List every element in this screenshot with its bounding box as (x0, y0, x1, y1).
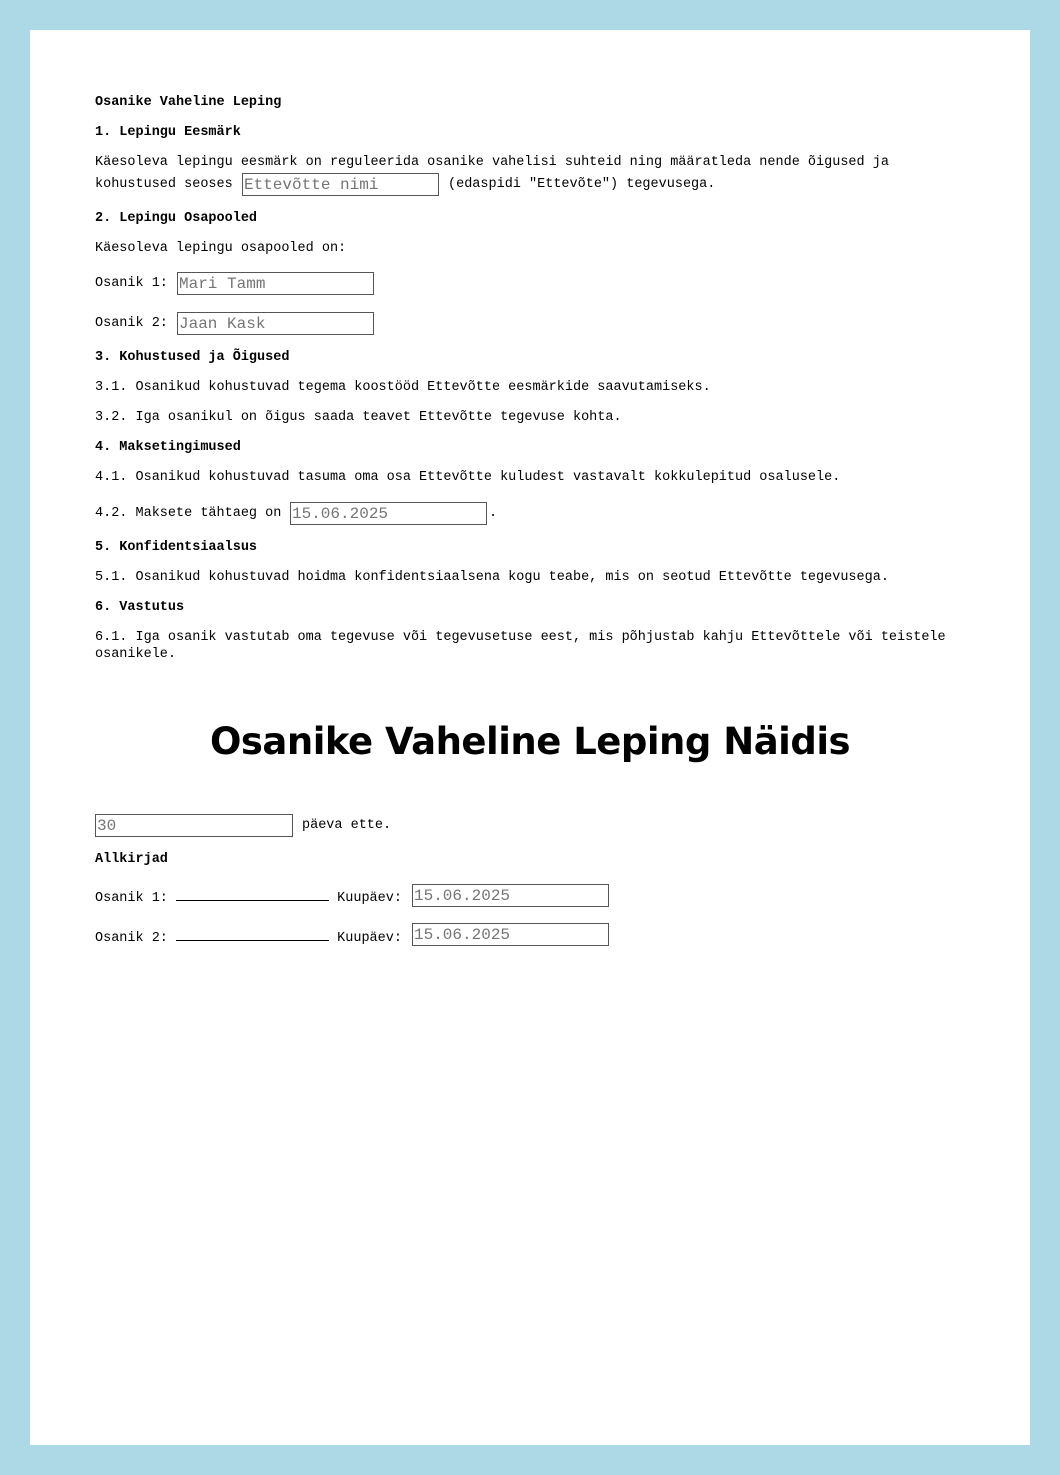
section-5-heading: 5. Konfidentsiaalsus (95, 540, 258, 555)
section-6-heading: 6. Vastutus (95, 600, 185, 615)
partner-1-name-field[interactable] (177, 272, 374, 295)
partner-1-label: Osanik 1: (95, 276, 168, 291)
signature-1-line[interactable] (176, 887, 329, 901)
section-6-paragraph-1-line1: 6.1. Iga osanik vastutab oma tegevuse või tegevusetuse eest, mis põhjustab kahju Ettevõttele või teistele (95, 630, 946, 645)
notice-days-suffix: päeva ette. (302, 818, 392, 833)
partner-2-name-field[interactable] (177, 312, 374, 335)
signature-1-date-label: Kuupäev: (337, 891, 402, 906)
payment-deadline-field[interactable] (290, 502, 487, 525)
signature-row-1 (95, 887, 402, 907)
signatures-heading: Allkirjad (95, 852, 168, 867)
section-3-paragraph-2: 3.2. Iga osanikul on õigus saada teavet Ettevõtte tegevuse kohta. (95, 410, 622, 425)
section-3-paragraph-1: 3.1. Osanikud kohustuvad tegema koostööd Ettevõtte eesmärkide saavutamiseks. (95, 380, 711, 395)
section-1-text-line1: Käesoleva lepingu eesmärk on reguleerida osanike vahelisi suhteid ning määratleda nende õigused ja (95, 155, 889, 170)
section-4-paragraph-2-end: . (489, 506, 498, 521)
section-1-text-line2-end: (edaspidi "Ettevõte") tegevusega. (448, 177, 716, 192)
partner-2-label: Osanik 2: (95, 316, 168, 331)
signature-2-date-field[interactable] (412, 923, 609, 946)
document-title: Osanike Vaheline Leping (95, 95, 282, 110)
section-1-text-line2-start: kohustused seoses (95, 177, 233, 192)
company-name-field[interactable] (242, 173, 439, 196)
signature-2-line[interactable] (176, 927, 329, 941)
section-6-paragraph-1-line2: osanikele. (95, 647, 177, 662)
section-1-heading: 1. Lepingu Eesmärk (95, 125, 241, 140)
section-3-heading: 3. Kohustused ja Õigused (95, 350, 290, 365)
section-4-paragraph-1: 4.1. Osanikud kohustuvad tasuma oma osa Ettevõtte kuludest vastavalt kokkulepitud osalusele. (95, 470, 841, 485)
section-5-paragraph-1: 5.1. Osanikud kohustuvad hoidma konfidentsiaalsena kogu teabe, mis on seotud Ettevõtte tegevusega. (95, 570, 889, 585)
signature-2-date-label: Kuupäev: (337, 931, 402, 946)
section-4-heading: 4. Maksetingimused (95, 440, 241, 455)
signature-row-2 (95, 927, 402, 947)
signature-1-label: Osanik 1: (95, 891, 168, 906)
document-page (30, 30, 1030, 1445)
signature-2-label: Osanik 2: (95, 931, 168, 946)
section-2-heading: 2. Lepingu Osapooled (95, 211, 258, 226)
notice-days-field[interactable] (95, 814, 293, 837)
section-4-paragraph-2-start: 4.2. Maksete tähtaeg on (95, 506, 282, 521)
signature-1-date-field[interactable] (412, 884, 609, 907)
section-2-intro: Käesoleva lepingu osapooled on: (95, 241, 347, 256)
banner-title: Osanike Vaheline Leping Näidis (209, 720, 851, 763)
